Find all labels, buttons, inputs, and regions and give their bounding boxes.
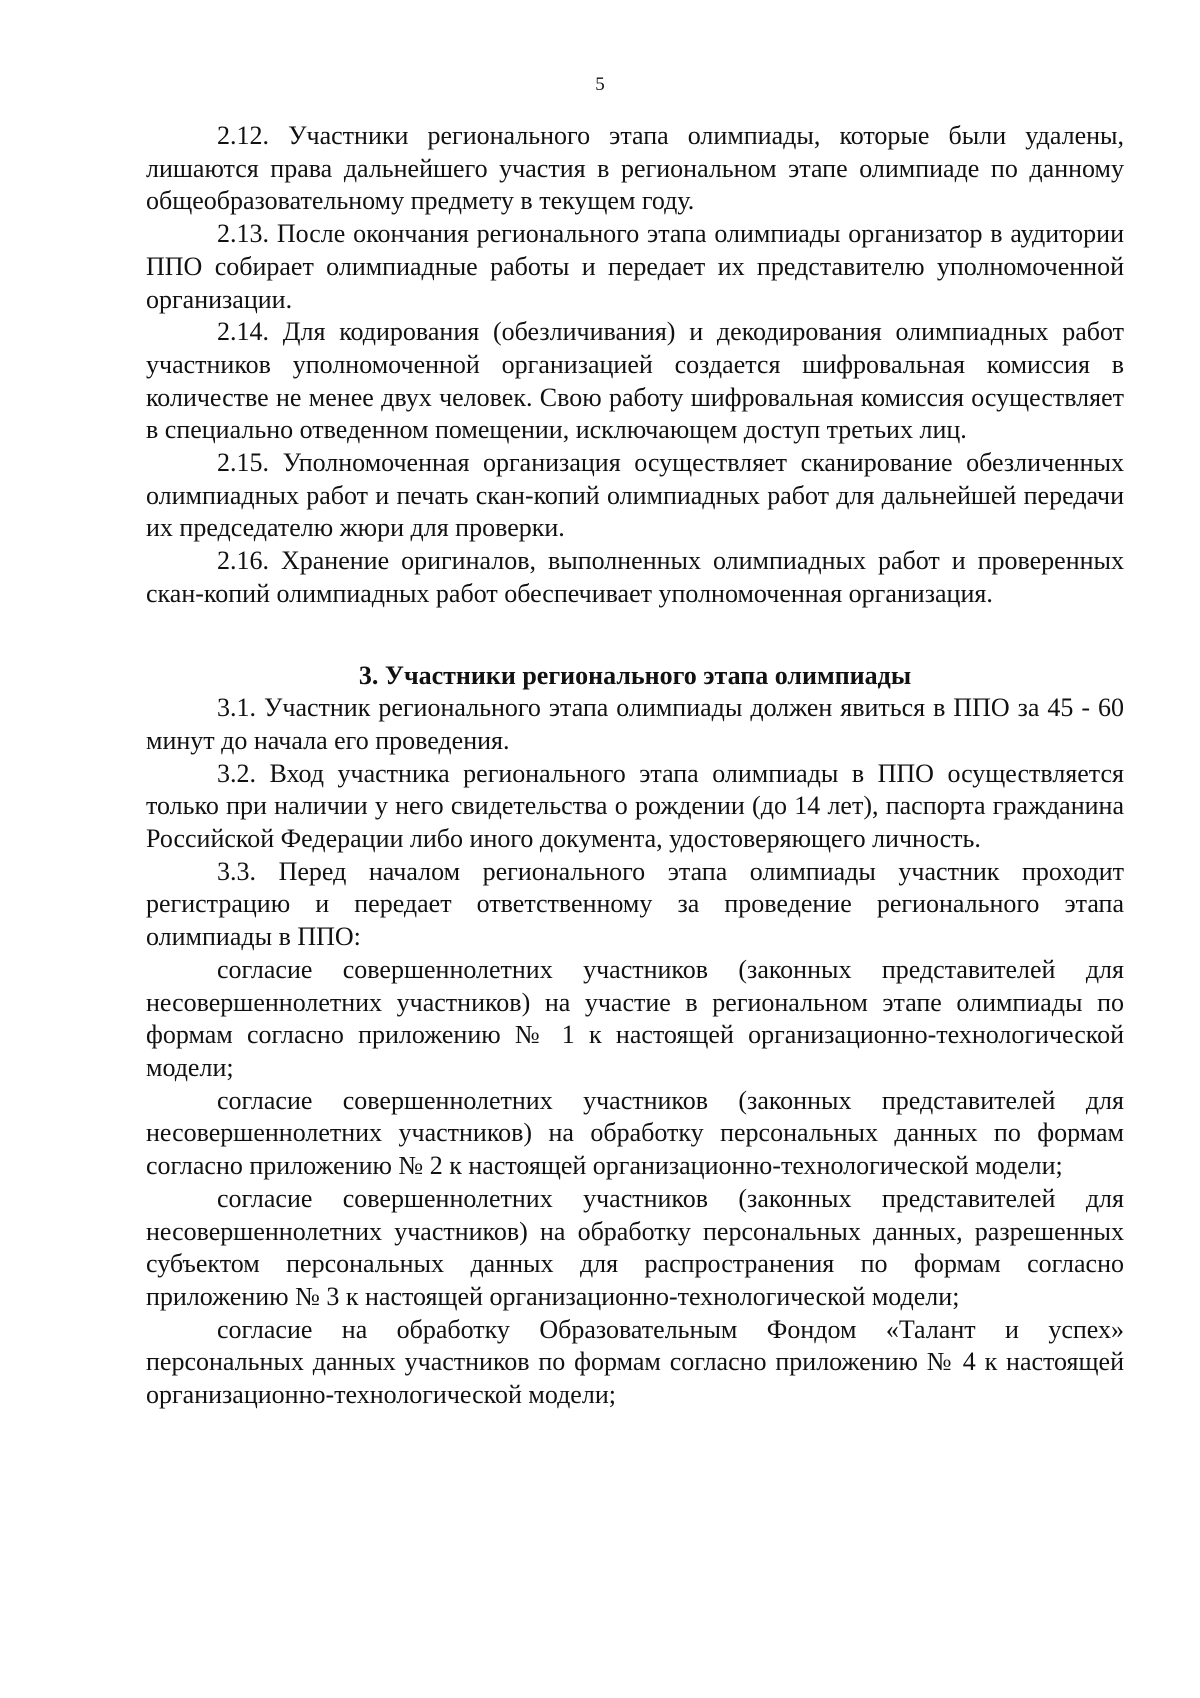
paragraph-3-2: 3.2. Вход участника регионального этапа олимпиады в ППО осуществляется только при наличии у него свидетельства о рождении (до 14 лет), паспорта гражданина Российской Федерации либо иного документа, удостоверяющего личность.	[146, 758, 1124, 854]
consent-item-2: согласие совершеннолетних участников (законных представителей для несовершеннолетних участников) на обработку персональных данных по формам согласно приложению № 2 к настоящей организационно-технологической модели;	[146, 1085, 1124, 1181]
paragraph-2-15: 2.15. Уполномоченная организация осуществляет сканирование обезличенных олимпиадных работ и печать скан-копий олимпиадных работ для дальнейшей передачи их председателю жюри для проверки.	[146, 448, 1124, 543]
section-3-heading: 3. Участники регионального этапа олимпиады	[358, 660, 912, 690]
paragraph-2-14: 2.14. Для кодирования (обезличивания) и декодирования олимпиадных работ участников уполномоченной организацией создается шифровальная комиссия в количестве не менее двух человек. Свою работу шифровальная комиссия осуществляет в специально отведенном помещении, исключающем доступ третьих лиц.	[146, 317, 1124, 445]
paragraph-3-3: 3.3. Перед началом регионального этапа олимпиады участник проходит регистрацию и передает ответственному за проведение регионального этапа олимпиады в ППО:	[146, 856, 1124, 952]
paragraph-2-13: 2.13. После окончания регионального этапа олимпиады организатор в аудитории ППО собирает олимпиадные работы и передает их представителю уполномоченной организации.	[146, 219, 1124, 314]
paragraph-2-16: 2.16. Хранение оригиналов, выполненных олимпиадных работ и проверенных скан-копий олимпиадных работ обеспечивает уполномоченная организация.	[146, 546, 1124, 608]
paragraph-3-1: 3.1. Участник регионального этапа олимпиады должен явиться в ППО за 45 - 60 минут до начала его проведения.	[146, 693, 1124, 755]
consent-item-4: согласие на обработку Образовательным Фондом «Талант и успех» персональных данных участников по формам согласно приложению № 4 к настоящей организационно-технологической модели;	[146, 1314, 1124, 1410]
document-body	[146, 120, 1124, 1412]
consent-item-3: согласие совершеннолетних участников (законных представителей для несовершеннолетних участников) на обработку персональных данных, разрешенных субъектом персональных данных для распространения по формам согласно приложению № 3 к настоящей организационно-технологической модели;	[146, 1183, 1124, 1311]
consent-item-1: согласие совершеннолетних участников (законных представителей для несовершеннолетних участников) на участие в региональном этапе олимпиады по формам согласно приложению № 1 к настоящей организационно-технологической модели;	[146, 954, 1124, 1082]
page-number: 5	[595, 74, 605, 95]
paragraph-2-12: 2.12. Участники регионального этапа олимпиады, которые были удалены, лишаются права дальнейшего участия в региональном этапе олимпиаде по данному общеобразовательному предмету в текущем году.	[146, 121, 1124, 216]
section-spacer	[146, 611, 1124, 660]
